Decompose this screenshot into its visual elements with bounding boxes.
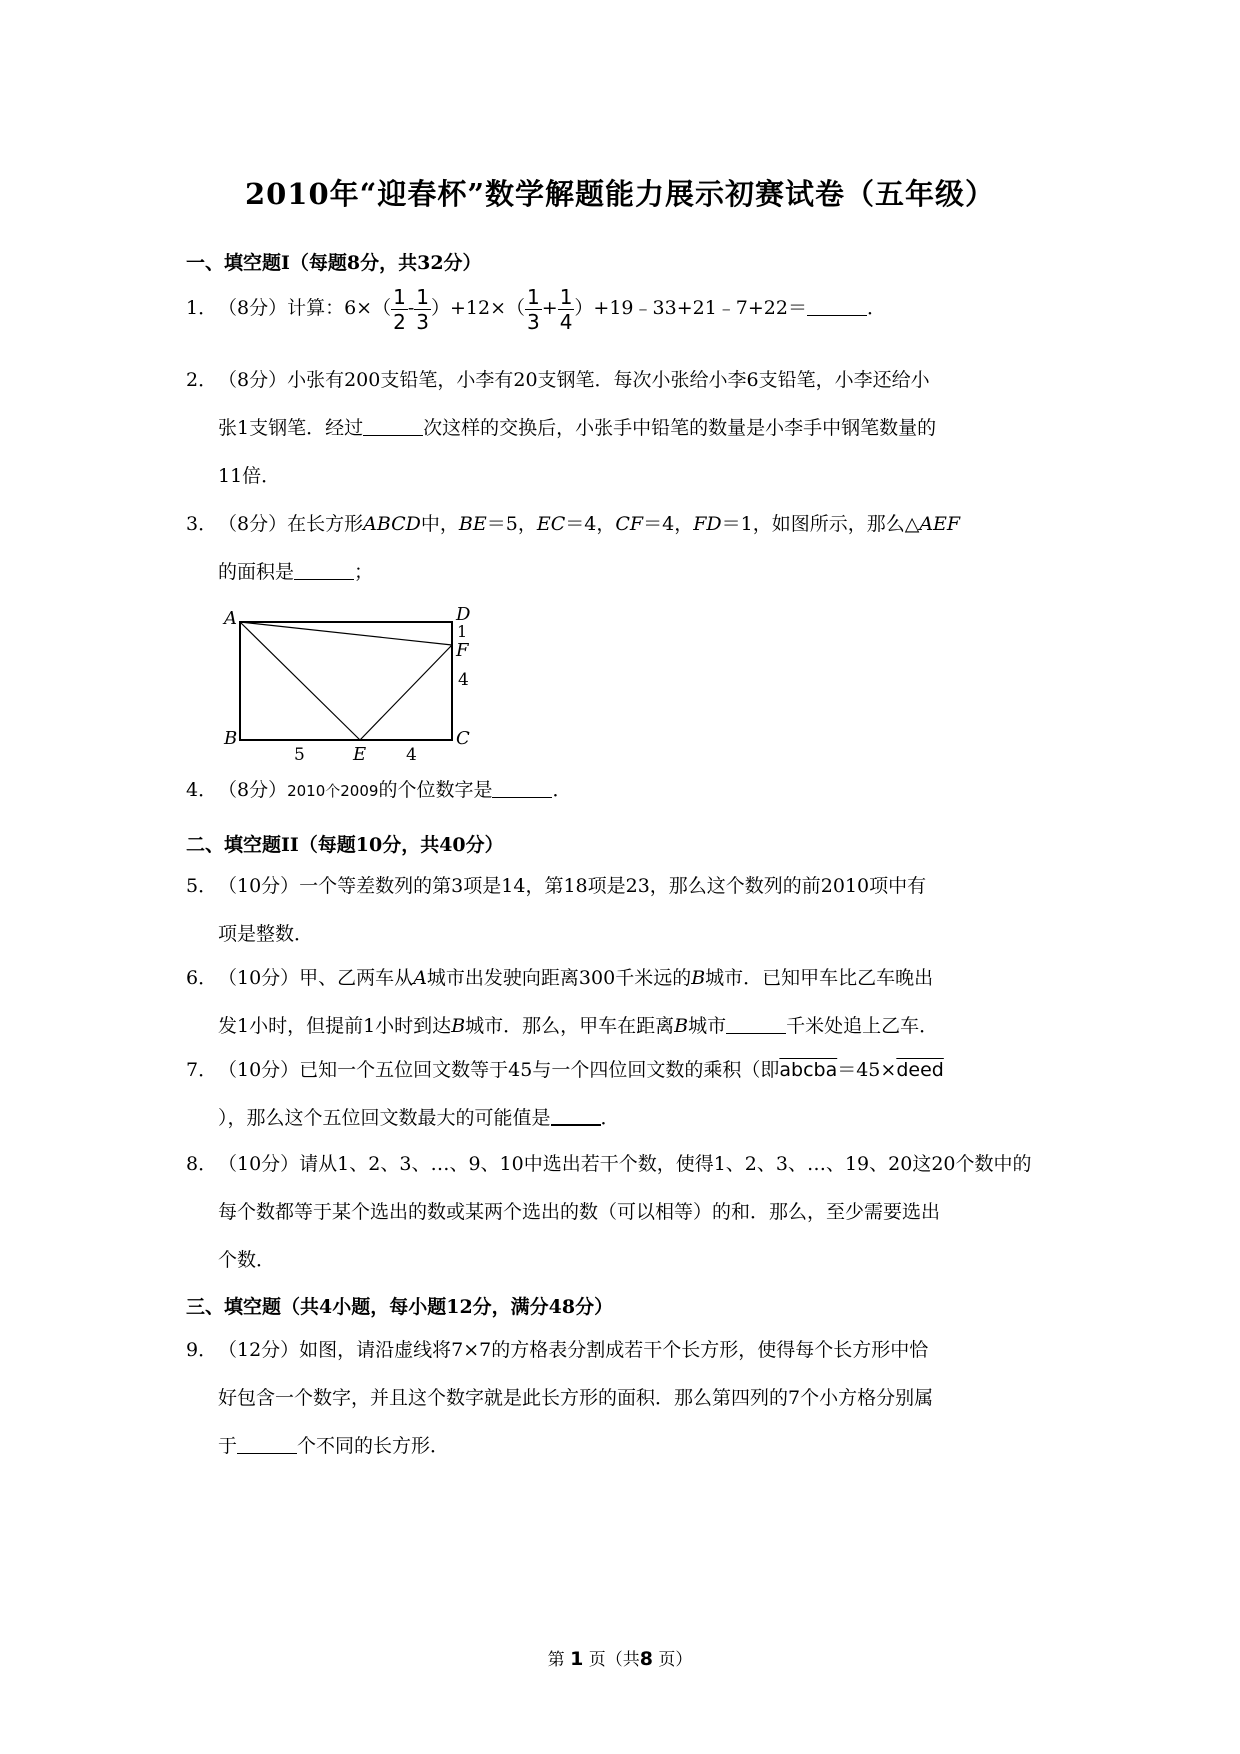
q3-text: ＝4， (565, 513, 616, 535)
q8-line-1: （10分）请从1、2、3、…、9、10中选出若干个数，使得1、2、3、…、19、20这20个数中的 (218, 1153, 1032, 1175)
city-label: B (691, 967, 706, 989)
q9-line-2: 好包含一个数字，并且这个数字就是此长方形的面积．那么第四列的7个小方格分别属 (218, 1387, 934, 1409)
segment-label: CF (615, 513, 644, 535)
point-f-label: F (456, 640, 469, 661)
numerator: 1 (559, 284, 573, 309)
point-c-label: C (456, 728, 470, 749)
q7-text: （10分）已知一个五位回文数等于45与一个四位回文数的乘积（即 (218, 1059, 780, 1081)
length-ec-label: 4 (406, 745, 417, 760)
footer-text: 第 (547, 1650, 565, 1670)
question-1 (186, 284, 1066, 334)
city-label: B (674, 1015, 689, 1037)
question-number: 6． (186, 967, 218, 989)
segment-ef (360, 645, 452, 740)
q6-text: 城市．已知甲车比乙车晚出 (705, 967, 934, 989)
answer-blank[interactable] (363, 417, 423, 436)
point-a-label: A (224, 608, 237, 629)
length-cf-label: 4 (458, 670, 469, 690)
q2-line-1: （8分）小张有200支铅笔，小李有20支钢笔．每次小张给小李6支铅笔，小李还给小 (218, 369, 930, 391)
point-e-label: E (353, 744, 367, 760)
q1-text-post: ）+19﹣33+21﹣7+22＝ (574, 297, 807, 319)
fraction-3 (525, 285, 542, 334)
q9-text: 于 (218, 1435, 238, 1457)
palindrome-deed: deed (896, 1059, 944, 1081)
answer-blank[interactable] (492, 779, 552, 798)
q6-text: 发1小时，但提前1小时到达 (218, 1015, 452, 1037)
length-be-label: 5 (294, 745, 305, 760)
footer-text: 页） (658, 1650, 693, 1670)
city-label: B (451, 1015, 466, 1037)
palindrome-abcba: abcba (779, 1059, 838, 1081)
q3-text: ＝1，如图所示，那么△ (721, 513, 920, 535)
answer-blank[interactable] (237, 1435, 297, 1454)
q3-text: 中， (420, 513, 459, 535)
section-heading-1: 一、填空题Ⅰ（每题8分，共32分） (186, 252, 482, 274)
denominator: 4 (559, 309, 573, 334)
segment-label: FD (693, 513, 722, 535)
numerator: 1 (393, 284, 406, 309)
denominator: 3 (416, 309, 429, 334)
q3-text: ＝4， (643, 513, 694, 535)
question-9 (186, 1326, 1066, 1470)
question-number: 3． (186, 513, 218, 535)
page-footer (0, 1645, 1240, 1670)
question-number: 7． (186, 1059, 218, 1081)
numerator: 1 (416, 284, 429, 309)
q9-text: 个不同的长方形． (297, 1435, 450, 1457)
q1-text-end: ． (866, 297, 886, 319)
denominator: 3 (527, 309, 540, 334)
q4-expression: 2010个2009 (287, 782, 379, 800)
q7-text: ），那么这个五位回文数最大的可能值是 (218, 1107, 551, 1129)
q2-line-2a: 张1支钢笔．经过 (218, 417, 364, 439)
point-b-label: B (224, 728, 238, 749)
segment-ae (240, 622, 360, 740)
section-heading-3: 三、填空题（共4小题，每小题12分，满分48分） (186, 1296, 614, 1318)
question-7 (186, 1046, 1066, 1142)
q3-text: 的面积是 (218, 561, 295, 583)
city-label: A (413, 967, 427, 989)
rect-label: ABCD (363, 513, 421, 535)
question-8 (186, 1140, 1066, 1284)
minus-sign: - (407, 297, 415, 319)
answer-blank[interactable] (807, 297, 867, 316)
answer-blank[interactable] (726, 1015, 786, 1034)
q3-text: （8分）在长方形 (218, 513, 364, 535)
q3-text: ＝5， (486, 513, 537, 535)
question-3 (186, 500, 1066, 596)
q4-text: 的个位数字是 (378, 779, 493, 801)
q7-text: ． (600, 1107, 620, 1129)
question-number: 9． (186, 1339, 218, 1361)
q6-text: 城市．那么，甲车在距离 (465, 1015, 675, 1037)
footer-text: 页（共 (588, 1650, 640, 1670)
question-6 (186, 954, 1066, 1050)
section-heading-2: 二、填空题II（每题10分，共40分） (186, 834, 504, 856)
page-number: 1 (570, 1648, 584, 1670)
q1-text-mid: ）+12×（ (431, 297, 526, 319)
triangle-label: AEF (919, 513, 961, 535)
q6-text: 千米处追上乙车． (786, 1015, 939, 1037)
segment-label: BE (458, 513, 487, 535)
q9-line-1: （12分）如图，请沿虚线将7×7的方格表分割成若干个长方形，使得每个长方形中恰 (218, 1339, 929, 1361)
question-2 (186, 356, 1066, 500)
question-number: 8． (186, 1153, 218, 1175)
q5-line-1: （10分）一个等差数列的第3项是14，第18项是23，那么这个数列的前2010项中有 (218, 875, 927, 897)
q2-line-2b: 次这样的交换后，小张手中铅笔的数量是小李手中钢笔数量的 (423, 417, 937, 439)
q4-text: ． (552, 779, 572, 801)
question-4 (186, 766, 1066, 815)
question-number: 5． (186, 875, 218, 897)
q7-text: ＝45× (837, 1059, 897, 1081)
page-title: 2010年“迎春杯”数学解题能力展示初赛试卷（五年级） (244, 177, 996, 211)
segment-af (240, 622, 452, 645)
segment-label: EC (536, 513, 566, 535)
question-number: 1． (186, 297, 218, 319)
question-number: 4． (186, 779, 218, 801)
q6-text: 城市出发驶向距离300千米远的 (426, 967, 692, 989)
q6-text: （10分）甲、乙两车从 (218, 967, 414, 989)
q3-text: ； (354, 561, 374, 583)
fraction-1 (391, 285, 408, 334)
length-fd-label: 1 (457, 622, 468, 641)
q4-text: （8分） (218, 779, 288, 801)
answer-blank[interactable] (551, 1106, 601, 1126)
numerator: 1 (527, 284, 540, 309)
fraction-2 (414, 285, 431, 334)
rectangle-abcd (240, 622, 452, 740)
question-5 (186, 862, 1066, 958)
q5-line-2: 项是整数． (218, 923, 314, 945)
q8-line-2: 每个数都等于某个选出的数或某两个选出的数（可以相等）的和．那么，至少需要选出 (218, 1201, 941, 1223)
rectangle-figure (210, 600, 480, 760)
fraction-4 (558, 285, 575, 334)
q6-text: 城市 (688, 1015, 727, 1037)
question-number: 2． (186, 369, 218, 391)
plus-sign: + (541, 297, 558, 319)
total-pages: 8 (639, 1648, 653, 1670)
q1-text-pre: （8分）计算：6×（ (218, 297, 392, 319)
answer-blank[interactable] (294, 561, 354, 580)
q2-line-3: 11倍． (218, 465, 281, 487)
denominator: 2 (393, 309, 406, 334)
q8-line-3: 个数． (218, 1249, 276, 1271)
point-d-label: D (456, 604, 471, 625)
